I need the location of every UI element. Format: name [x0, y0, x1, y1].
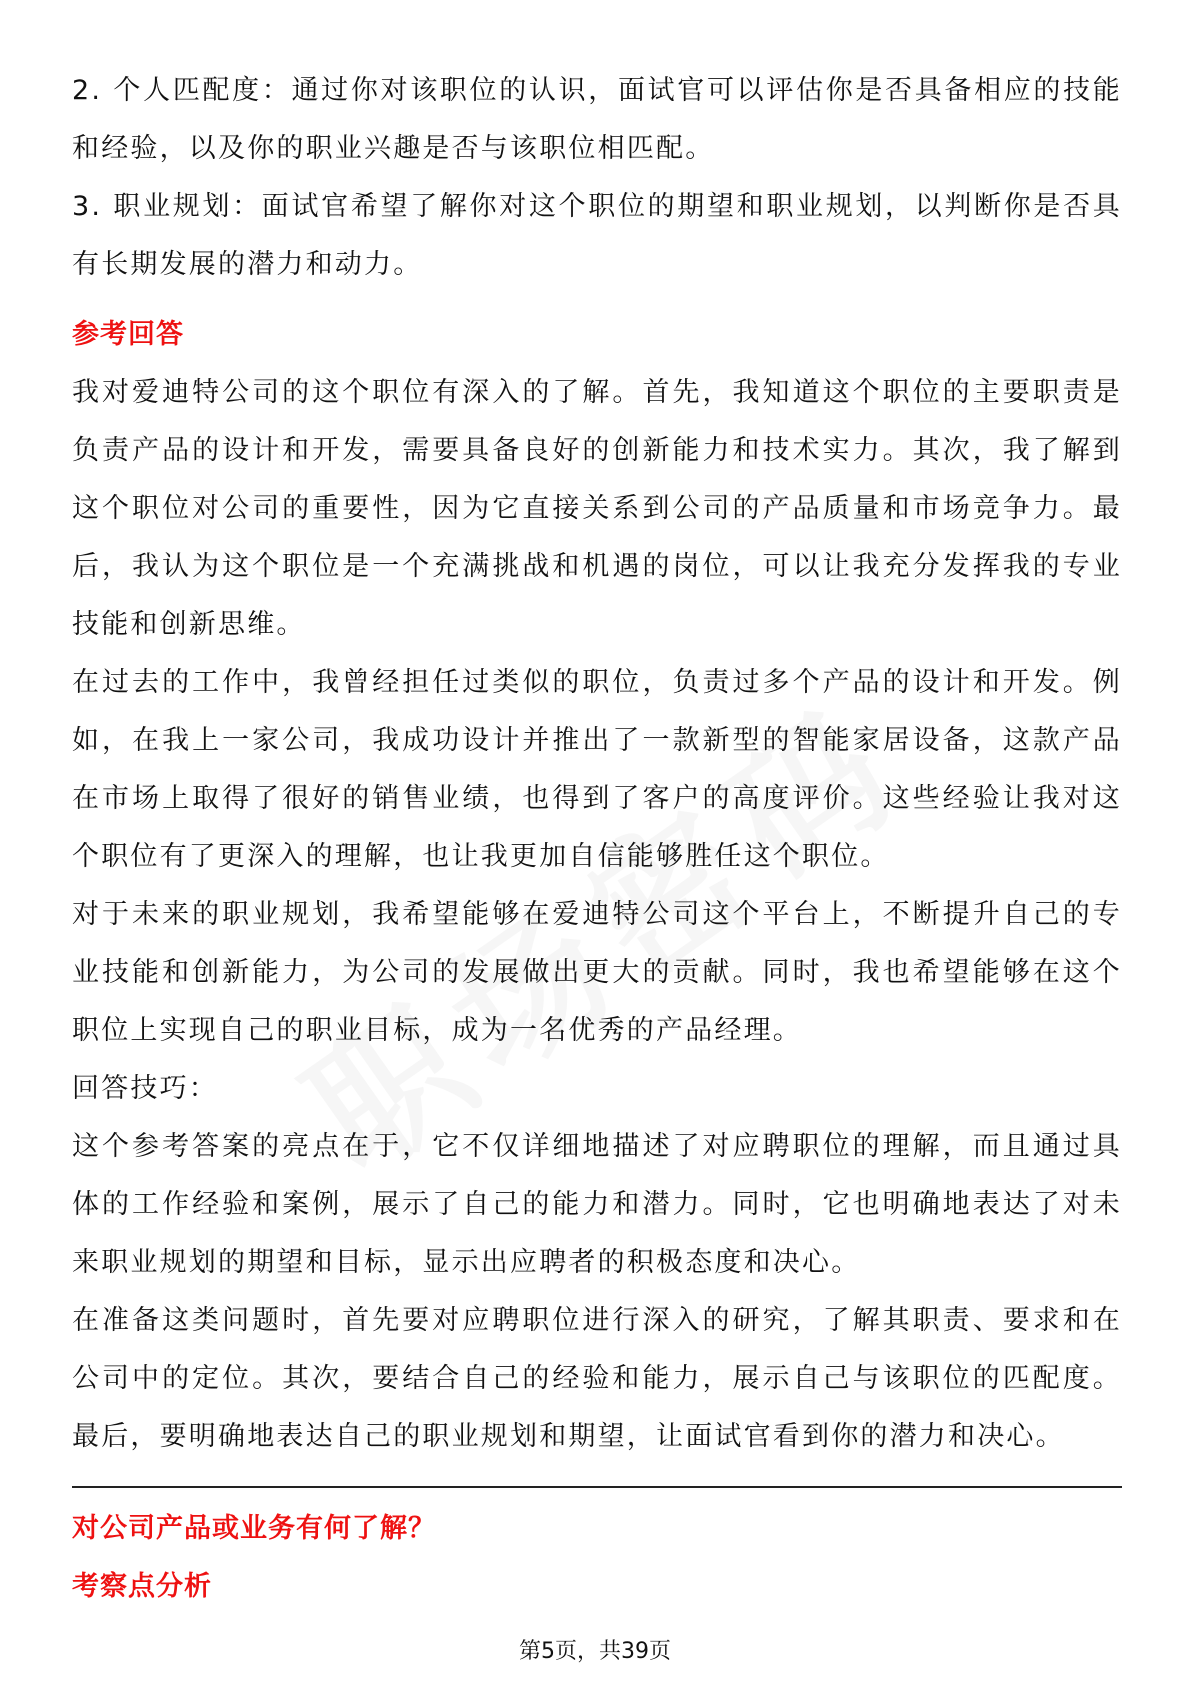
section-divider	[72, 1486, 1122, 1488]
page-content	[72, 62, 1122, 1616]
analysis-heading: 考察点分析	[72, 1571, 212, 1602]
answer-heading: 参考回答	[72, 319, 184, 350]
answer-paragraph: 我对爱迪特公司的这个职位有深入的了解。首先，我知道这个职位的主要职责是负责产品的设计和开发，需要具备良好的创新能力和技术实力。其次，我了解到这个职位对公司的重要性，因为它直接关系到公司的产品质量和市场竞争力。最后，我认为这个职位是一个充满挑战和机遇的岗位，可以让我充分发挥我的专业技能和创新思维。	[72, 377, 1122, 640]
answer-paragraph: 在过去的工作中，我曾经担任过类似的职位，负责过多个产品的设计和开发。例如，在我上一家公司，我成功设计并推出了一款新型的智能家居设备，这款产品在市场上取得了很好的销售业绩，也得到了客户的高度评价。这些经验让我对这个职位有了更深入的理解，也让我更加自信能够胜任这个职位。	[72, 667, 1122, 872]
point-2: 2. 个人匹配度：通过你对该职位的认识，面试官可以评估你是否具备相应的技能和经验，以及你的职业兴趣是否与该职位相匹配。	[72, 75, 1122, 164]
tips-label: 回答技巧：	[72, 1073, 218, 1104]
question-heading: 对公司产品或业务有何了解？	[72, 1513, 436, 1544]
answer-paragraph: 对于未来的职业规划，我希望能够在爱迪特公司这个平台上，不断提升自己的专业技能和创新能力，为公司的发展做出更大的贡献。同时，我也希望能够在这个职位上实现自己的职业目标，成为一名优秀的产品经理。	[72, 899, 1122, 1046]
tips-paragraph: 这个参考答案的亮点在于，它不仅详细地描述了对应聘职位的理解，而且通过具体的工作经验和案例，展示了自己的能力和潜力。同时，它也明确地表达了对未来职业规划的期望和目标，显示出应聘者的积极态度和决心。	[72, 1131, 1122, 1278]
point-3: 3. 职业规划：面试官希望了解你对这个职位的期望和职业规划，以判断你是否具有长期发展的潜力和动力。	[72, 191, 1122, 280]
tips-paragraph: 在准备这类问题时，首先要对应聘职位进行深入的研究，了解其职责、要求和在公司中的定位。其次，要结合自己的经验和能力，展示自己与该职位的匹配度。最后，要明确地表达自己的职业规划和期望，让面试官看到你的潜力和决心。	[72, 1305, 1122, 1452]
page-number: 第5页，共39页	[519, 1639, 671, 1664]
